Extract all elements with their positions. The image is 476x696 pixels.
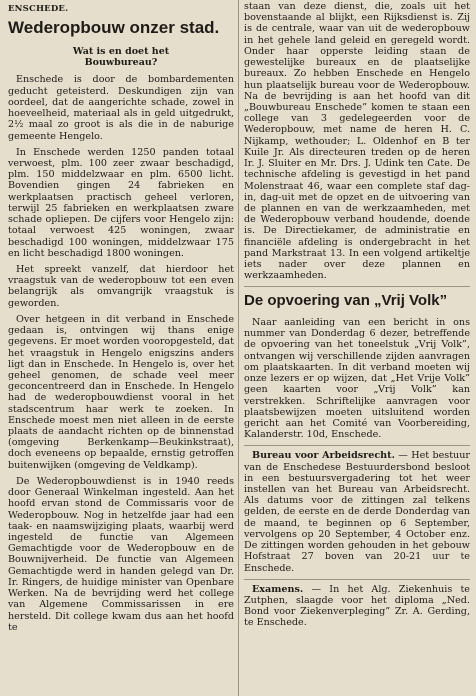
notice-paragraph bbox=[244, 450, 470, 573]
body-paragraph-continued: staan van deze dienst, die, zoals uit het bovenstaande al blijkt, een Rijksdienst is. Zij is de centrale, waar van uit de wederopbouw in het gehele land geleid en geregeld wordt. Onder haar opperste leiding staan de gewestelijke bureaux en de plaatselijke bureaux. Zo hebben Enschede en Hengelo hun plaatselijk bureau voor de Wederopbouw. Na de bevrijding is aan het hoofd van dit „Bouwbureau Enschede” komen te staan een college van 3 gedelegeerden voor de Wederopbouw, met name de heren H. C. Nijkamp, wethouder; L. Oldenhof en B ter Kuile Jr. Als directeuren treden op de heren Ir. J. Sluiter en Mr. Drs. J. Udink ten Cate. De technische afdeling is gevestigd in het pand Molenstraat 46, waar een complete staf dag-in, dag-uit met de opzet en de uitvoering van de plannen en van de werkzaamheden, met de Wederopbouw verband houdende, doende is. De Directiekamer, de administratie en financiële afdeling is ondergebracht in het pand Markstraat 13. In een volgend artikeltje iets nader over deze plannen en werkzaamheden. bbox=[244, 1, 470, 282]
article-deck bbox=[8, 46, 234, 69]
body-paragraph: Over hetgeen in dit verband in Enschede gedaan is, ontvingen wij thans enige gegevens. Er moet worden vooropgesteld, dat het vraagstuk in Hengelo enigszins anders ligt dan in Enschede. In Hengelo is, over het geheel genomen, de schade veel meer geconcentreerd dan in Enschede. In Hengelo had de wederopbouwdienst vooral in het stadscentrum haar werk te zoeken. In Enschede moest men niet alleen in de eerste plaats de aandacht richten op de binnenstad (omgeving Berkenkamp—Beukinkstraat), doch eveneens op bepaalde, ernstig getroffen buitenwijken (omgeving de Veldkamp). bbox=[8, 313, 234, 471]
section-divider bbox=[244, 579, 470, 580]
section-divider bbox=[244, 286, 470, 287]
body-paragraph: Naar aanleiding van een bericht in ons nummer van Donderdag 6 dezer, betreffende de opvoering van het toneelstuk „Vrij Volk”, ontvangen wij verschillende zijden aanvragen om plaatskaarten. In dit verband moeten wij onze lezers er op wijzen, dat „Het Vrije Volk” geen kaarten voor „Vrij Volk” kan verstrekken. Schriftelijke aanvragen voor plaatsbewijzen moeten uitsluitend worden gericht aan het Comité van Voorbereiding, Kalanderstr. 10d, Enschede. bbox=[244, 316, 470, 441]
notice-text: — In het Alg. Ziekenhuis te Zutphen, slaagde voor het diploma „Ned. Bond voor Ziekenverpleging” Zr. A. Gerding, te Enschede. bbox=[244, 583, 470, 629]
notice-paragraph bbox=[244, 584, 470, 629]
left-column bbox=[8, 0, 234, 696]
deck-line-2: Bouwbureau? bbox=[84, 57, 158, 69]
dateline: ENSCHEDE. bbox=[8, 4, 69, 14]
article-headline-2: De opvoering van „Vrij Volk” bbox=[244, 292, 448, 310]
notice-runin: Bureau voor Arbeidsrecht. bbox=[252, 450, 395, 462]
column-divider bbox=[238, 0, 239, 696]
body-paragraph: In Enschede werden 1250 panden totaal verwoest, plm. 100 zeer zwaar beschadigd, plm. 150 middelzwaar en plm. 6500 licht. Bovendien gingen 24 fabrieken en werkplaatsen practisch geheel verloren, terwijl 25 fabrieken en werkplaatsen zware schade opliepen. De cijfers voor Hengelo zijn: totaal verwoest 425 woningen, zwaar beschadigd 100 woningen, middelzwaar 175 en licht beschadigd 1800 woningen. bbox=[8, 146, 234, 259]
notice-runin: Examens. bbox=[252, 583, 304, 595]
right-column bbox=[244, 0, 470, 696]
article-headline: Wederopbouw onzer stad. bbox=[8, 18, 220, 37]
body-paragraph: Enschede is door de bombardementen geducht geteisterd. Deskundigen zijn van oordeel, dat de aangerichte schade, zowel in hoeveelheid, materiaal als in geld uitgedrukt, 2½ maal zo groot is als die in de naburige gemeente Hengelo. bbox=[8, 74, 234, 142]
body-paragraph: Het spreekt vanzelf, dat hierdoor het vraagstuk van de wederopbouw tot een even belangrijk als omvangrijk vraagstuk is geworden. bbox=[8, 263, 234, 309]
deck-line-1: Wat is en doet het bbox=[72, 45, 170, 57]
notice-text: — Het bestuur van de Enschedese Bestuurdersbond besloot in een bestuursvergadering tot het weer instellen van het Bureau van Arbeidsrecht. Als datums voor de zittingen zal telkens gelden, de eerste en de derde Donderdag van de maand, te beginnen op 6 September, vervolgens op 20 September, 4 October enz. De zittingen worden gehouden in het gebouw Hofstraat 27 boven van 20-21 uur te Enschede. bbox=[244, 450, 470, 574]
section-divider bbox=[244, 445, 470, 446]
body-paragraph: De Wederopbouwdienst is in 1940 reeds door Generaal Winkelman ingesteld. Aan het hoofd ervan stond de Commissaris voor de Wederopbouw. Nog in hetzelfde jaar had een taak- en naamswijziging plaats, waarbij werd ingesteld de functie van Algemeen Gemachtigde voor de Wederopbouw en de Bouwnijverheid. De functie van Algemeen Gemachtigde werd in handen gelegd van Dr. Ir. Ringers, de huidige minister van Openbare Werken. Na de bevrijding werd het college van Algemene Commissarissen in ere hersteld. Dit college kwam dus aan het hoofd te bbox=[8, 475, 234, 633]
